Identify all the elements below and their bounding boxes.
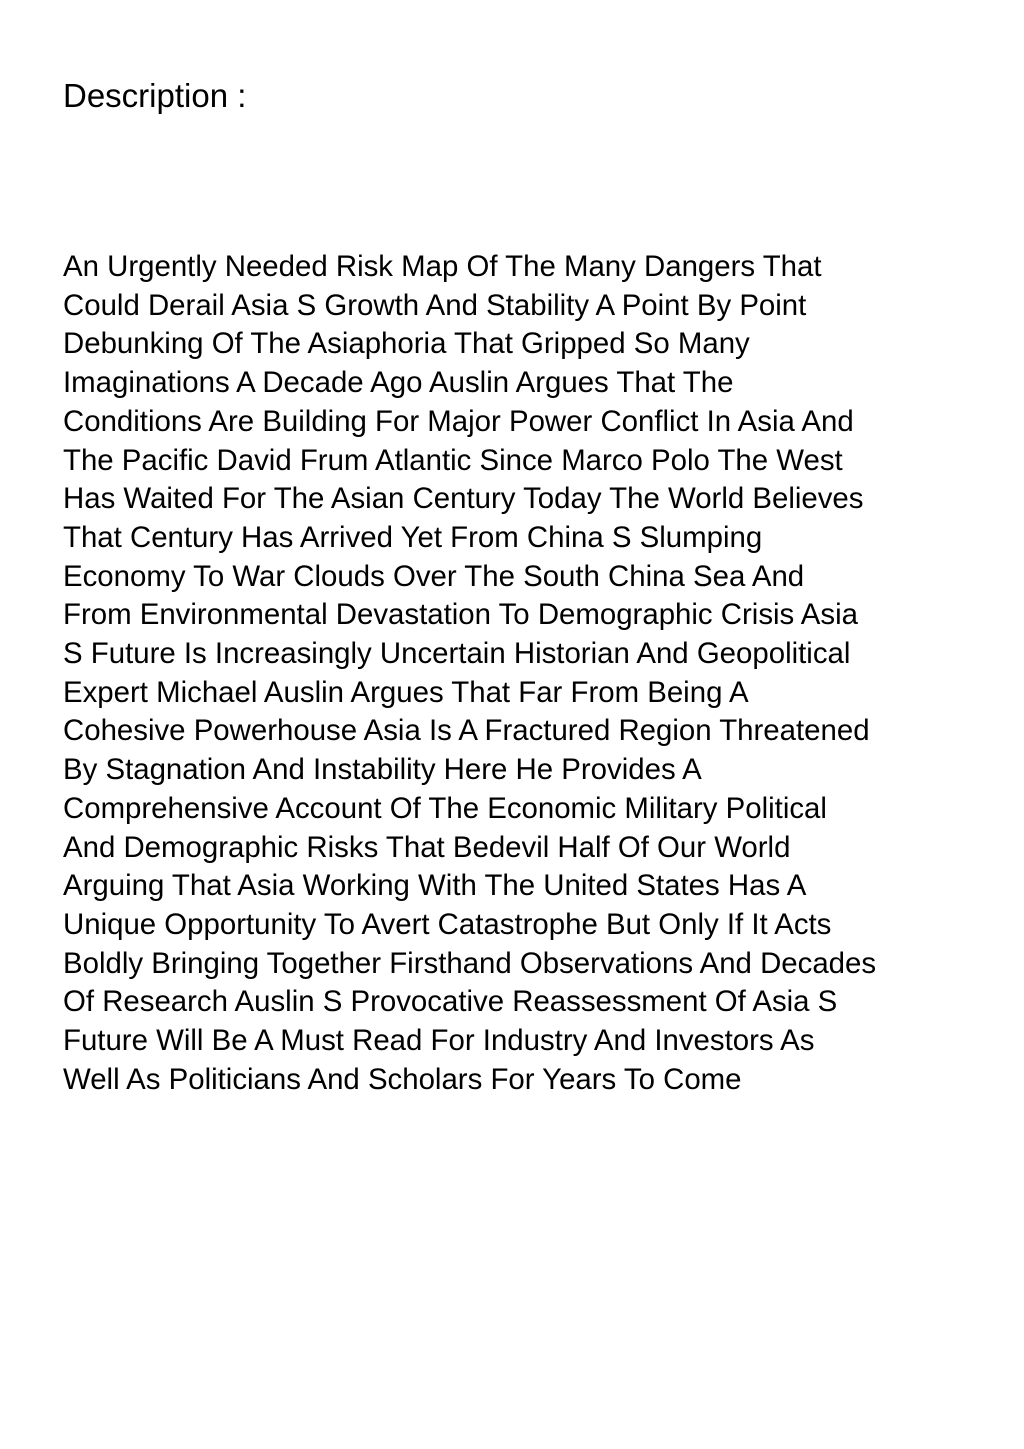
description-line: Boldly Bringing Together Firsthand Observations And Decades — [63, 946, 877, 980]
description-line: Debunking Of The Asiaphoria That Gripped So Many — [63, 327, 750, 361]
description-line: The Pacific David Frum Atlantic Since Marco Polo The West — [63, 443, 843, 477]
description-line: Could Derail Asia S Growth And Stability A Point By Point — [63, 288, 807, 322]
description-heading: Description : — [63, 77, 247, 114]
description-line: That Century Has Arrived Yet From China S Slumping — [63, 520, 763, 554]
description-line: Comprehensive Account Of The Economic Military Political — [63, 791, 827, 825]
description-body — [63, 248, 993, 1099]
description-line: Cohesive Powerhouse Asia Is A Fractured Region Threatened — [63, 714, 870, 748]
description-line: Economy To War Clouds Over The South China Sea And — [63, 559, 805, 593]
description-line: Arguing That Asia Working With The United States Has A — [63, 869, 807, 903]
description-line: An Urgently Needed Risk Map Of The Many Dangers That — [63, 250, 822, 283]
description-line: By Stagnation And Instability Here He Provides A — [63, 753, 702, 787]
description-line: From Environmental Devastation To Demographic Crisis Asia — [63, 598, 858, 632]
description-line: Well As Politicians And Scholars For Years To Come — [63, 1062, 742, 1096]
description-line: Unique Opportunity To Avert Catastrophe But Only If It Acts — [63, 907, 832, 941]
description-line: Conditions Are Building For Major Power Conflict In Asia And — [63, 404, 854, 438]
description-line: Imaginations A Decade Ago Auslin Argues That The — [63, 366, 734, 400]
description-line: Of Research Auslin S Provocative Reassessment Of Asia S — [63, 985, 838, 1019]
description-line: And Demographic Risks That Bedevil Half Of Our World — [63, 830, 791, 864]
description-line: Has Waited For The Asian Century Today The World Believes — [63, 482, 864, 516]
description-line: S Future Is Increasingly Uncertain Historian And Geopolitical — [63, 637, 851, 671]
description-line: Expert Michael Auslin Argues That Far From Being A — [63, 675, 749, 709]
description-line: Future Will Be A Must Read For Industry And Investors As — [63, 1024, 815, 1058]
